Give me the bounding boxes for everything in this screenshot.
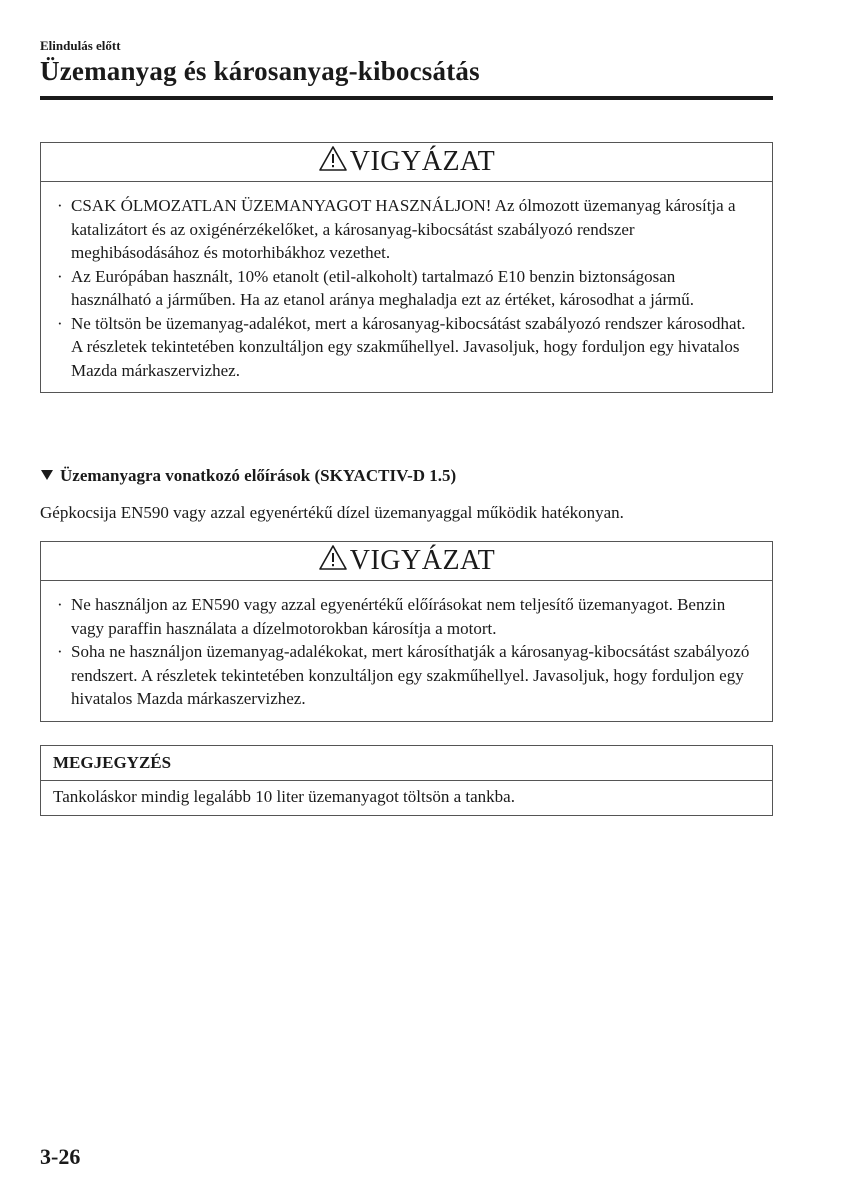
list-item-text: Az Európában használt, 10% etanolt (etil-alkoholt) tartalmazó E10 benzin biztonságosan használható a járműben. Ha az etanol aránya meghaladja ezt az értéket, károsodhat a jármű. — [71, 266, 695, 309]
page-title: Üzemanyag és károsanyag-kibocsátás — [40, 56, 480, 86]
down-triangle-icon — [40, 466, 54, 486]
note-text: Tankoláskor mindig legalább 10 liter üzemanyagot töltsön a tankba. — [53, 787, 515, 806]
warning-triangle-icon — [318, 145, 348, 183]
caution-list — [57, 593, 758, 711]
list-item: · Ne használjon az EN590 vagy azzal egyenértékű előírásokat nem teljesítő üzemanyagot. Benzin vagy paraffin használata a dízelmotorokban károsítja a motort. — [57, 595, 726, 638]
list-item: · Ne töltsön be üzemanyag-adalékot, mert a károsanyag-kibocsátást szabályozó rendszer károsodhat. A részletek tekintetében konzultáljon egy szakműhellyel. Javasoljuk, hogy forduljon egy hivatalos Mazda márkaszervizhez. — [57, 313, 746, 380]
subsection-heading-text: Üzemanyagra vonatkozó előírások (SKYACTIV-D 1.5) — [60, 466, 457, 485]
note-box — [40, 745, 773, 816]
list-item-text: CSAK ÓLMOZATLAN ÜZEMANYAGOT HASZNÁLJON! Az ólmozott üzemanyag károsítja a katalizátort és az oxigénérzékelőket, a károsanyag-kibocsátást szabályozó rendszer meghibásodásához és motorhibákhoz vezethet. — [71, 196, 736, 262]
list-item-text: Ne használjon az EN590 vagy azzal egyenértékű előírásokat nem teljesítő üzemanyagot. Benzin vagy paraffin használata a dízelmotorokban károsítja a motort. — [71, 595, 726, 638]
caution-header — [41, 542, 772, 581]
caution-box-2 — [40, 541, 773, 722]
caution-title: VIGYÁZAT — [349, 146, 496, 177]
warning-triangle-icon — [318, 544, 348, 582]
list-item: · CSAK ÓLMOZATLAN ÜZEMANYAGOT HASZNÁLJON! Az ólmozott üzemanyag károsítja a katalizátort és az oxigénérzékelőket, a károsanyag-kibocsátást szabályozó rendszer meghibásodásához és motorhibákhoz vezethet. — [57, 196, 736, 262]
note-title: MEGJEGYZÉS — [41, 746, 772, 781]
caution-body — [41, 581, 772, 721]
caution-box-1 — [40, 142, 773, 393]
list-item-text: Soha ne használjon üzemanyag-adalékokat, mert károsíthatják a károsanyag-kibocsátást szabályozó rendszert. A részletek tekintetében konzultáljon egy szakműhellyel. Javasoljuk, hogy forduljon egy hivatalos Mazda márkaszervizhez. — [71, 642, 750, 708]
page-number: 3-26 — [40, 1144, 81, 1169]
subsection-paragraph: Gépkocsija EN590 vagy azzal egyenértékű dízel üzemanyaggal működik hatékonyan. — [40, 503, 624, 522]
caution-title: VIGYÁZAT — [349, 545, 496, 576]
title-rule — [40, 96, 773, 100]
list-item-text: Ne töltsön be üzemanyag-adalékot, mert a károsanyag-kibocsátást szabályozó rendszer károsodhat. A részletek tekintetében konzultáljon egy szakműhellyel. Javasoljuk, hogy forduljon egy hivatalos Mazda márkaszervizhez. — [71, 313, 746, 380]
caution-body — [41, 182, 772, 392]
subsection-heading — [40, 466, 456, 486]
caution-list — [57, 194, 758, 382]
list-item: · Az Európában használt, 10% etanolt (etil-alkoholt) tartalmazó E10 benzin biztonságosan használható a járműben. Ha az etanol aránya meghaladja ezt az értéket, károsodhat a jármű. — [57, 266, 695, 309]
list-item: · Soha ne használjon üzemanyag-adalékokat, mert károsíthatják a károsanyag-kibocsátást szabályozó rendszert. A részletek tekintetében konzultáljon egy szakműhellyel. Javasoljuk, hogy forduljon egy hivatalos Mazda márkaszervizhez. — [57, 642, 750, 708]
caution-header — [41, 143, 772, 182]
section-label: Elindulás előtt — [40, 38, 121, 53]
